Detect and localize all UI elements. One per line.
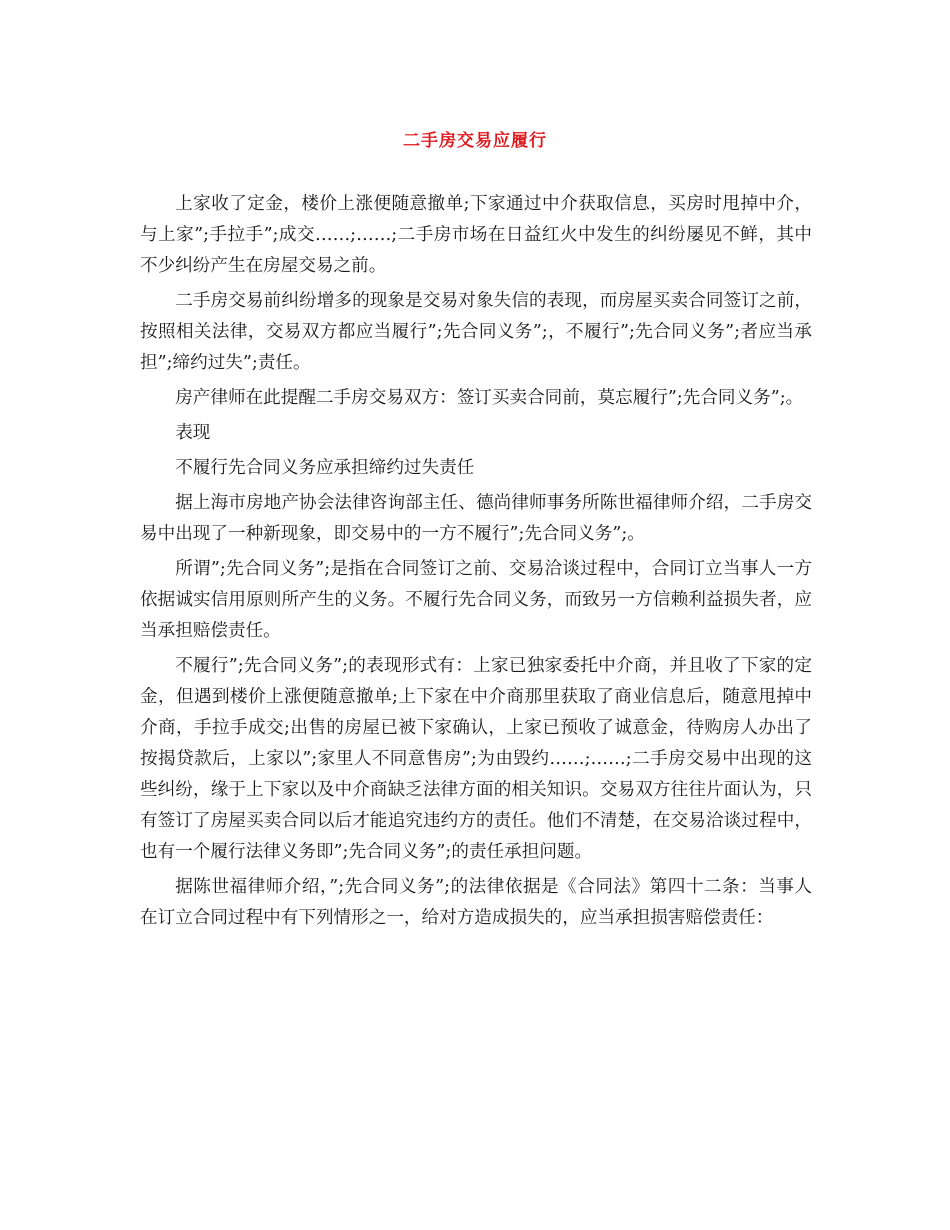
- document-body: [140, 189, 812, 938]
- paragraph: 据上海市房地产协会法律咨询部主任、德尚律师事务所陈世福律师介绍，二手房交易中出现了一种新现象，即交易中的一方不履行”;先合同义务”;。: [140, 493, 812, 544]
- section-subheading: 不履行先合同义务应承担缔约过失责任: [175, 458, 475, 478]
- paragraph: 上家收了定金，楼价上涨便随意撤单;下家通过中介获取信息，买房时甩掉中介，与上家”;手拉手”;成交……;……;二手房市场在日益红火中发生的纠纷屡见不鲜，其中不少纠纷产生在房屋交易之前。: [140, 194, 812, 276]
- section-heading: 表现: [175, 423, 211, 443]
- document-title: 二手房交易应履行: [403, 131, 547, 151]
- paragraph: 房产律师在此提醒二手房交易双方：签订买卖合同前，莫忘履行”;先合同义务”;。: [175, 388, 804, 408]
- paragraph: 据陈世福律师介绍，”;先合同义务”;的法律依据是《合同法》第四十二条：当事人在订立合同过程中有下列情形之一，给对方造成损失的，应当承担损害赔偿责任：: [140, 877, 812, 928]
- paragraph: 二手房交易前纠纷增多的现象是交易对象失信的表现，而房屋买卖合同签订之前，按照相关法律，交易双方都应当履行”;先合同义务”;，不履行”;先合同义务”;者应当承担”;缔约过失”;责任。: [140, 291, 812, 373]
- paragraph: 所谓”;先合同义务”;是指在合同签订之前、交易洽谈过程中，合同订立当事人一方依据诚实信用原则所产生的义务。不履行先合同义务，而致另一方信赖利益损失者，应当承担赔偿责任。: [140, 559, 812, 641]
- paragraph: 不履行”;先合同义务”;的表现形式有：上家已独家委托中介商，并且收了下家的定金，但遇到楼价上涨便随意撤单;上下家在中介商那里获取了商业信息后，随意甩掉中介商，手拉手成交;出售的房屋已被下家确认，上家已预收了诚意金，待购房人办出了按揭贷款后，上家以”;家里人不同意售房”;为由毁约……;……;二手房交易中出现的这些纠纷，缘于上下家以及中介商缺乏法律方面的相关知识。交易双方往往片面认为，只有签订了房屋买卖合同以后才能追究违约方的责任。他们不清楚，在交易洽谈过程中，也有一个履行法律义务即”;先合同义务”;的责任承担问题。: [140, 656, 812, 862]
